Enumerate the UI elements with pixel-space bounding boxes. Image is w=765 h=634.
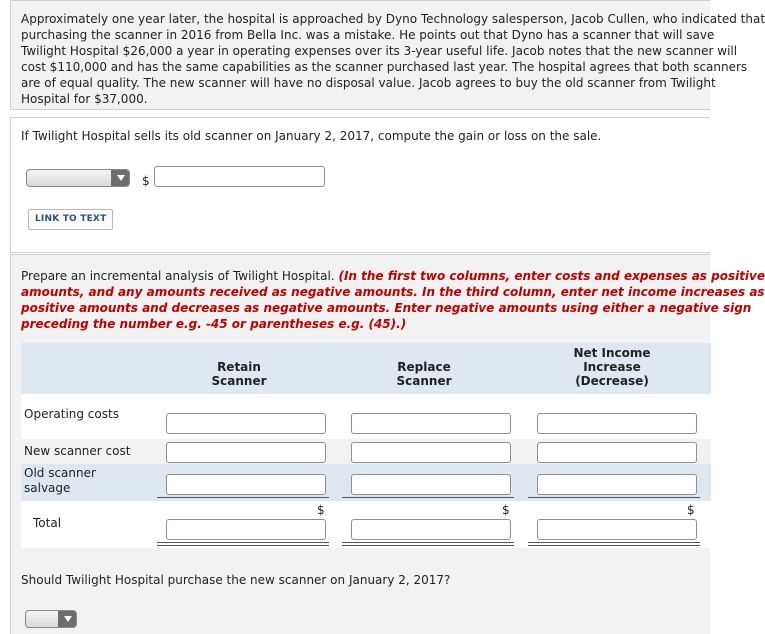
replace-total-input[interactable] — [351, 519, 511, 540]
retain-total-input[interactable] — [166, 519, 326, 540]
incremental-analysis-panel — [10, 254, 765, 634]
link-to-text-button[interactable]: LINK TO TEXT — [28, 209, 113, 230]
table-row — [21, 439, 711, 464]
row-label: New scanner cost — [24, 444, 131, 458]
scenario-text — [21, 11, 765, 107]
scenario-line: Twilight Hospital $26,000 a year in operating expenses over its 3-year useful life. Jacob notes that the new scanner will — [21, 44, 738, 58]
gain-loss-panel — [10, 117, 710, 253]
currency-symbol: $ — [687, 503, 695, 517]
net-income-operating-costs-input[interactable] — [537, 413, 697, 434]
total-double-rule — [528, 542, 700, 546]
retain-new-scanner-cost-input[interactable] — [166, 442, 326, 463]
table-row — [21, 464, 711, 501]
currency-symbol: $ — [142, 174, 150, 188]
retain-old-scanner-salvage-input[interactable] — [166, 474, 326, 495]
total-double-rule — [157, 542, 329, 546]
chevron-down-icon — [111, 170, 129, 186]
total-double-rule — [342, 542, 514, 546]
row-label: Total — [33, 516, 62, 530]
scenario-panel — [10, 0, 765, 110]
scenario-line: purchasing the scanner in 2016 from Bella Inc. was a mistake. He points out that Dyno has a scanner that will save — [21, 28, 715, 42]
table-row — [21, 394, 711, 439]
net-income-total-input[interactable] — [537, 519, 697, 540]
row-label: Old scanner salvage — [24, 466, 96, 495]
purchase-question: Should Twilight Hospital purchase the new scanner on January 2, 2017? — [21, 573, 451, 587]
scenario-line: Hospital for $37,000. — [21, 92, 148, 106]
net-income-new-scanner-cost-input[interactable] — [537, 442, 697, 463]
gain-loss-amount-input[interactable] — [154, 166, 325, 187]
instructions: Prepare an incremental analysis of Twilight Hospital. (In the first two columns, enter costs and expenses as positive amounts, and any amounts received as negative amounts. In the third column, enter net income increases as positive amounts and decreases as negative amounts. Enter negative amounts using either a negative sign preceding the number e.g. -45 or parentheses e.g. (45).) — [21, 269, 765, 331]
subtotal-rule — [342, 497, 514, 498]
replace-old-scanner-salvage-input[interactable] — [351, 474, 511, 495]
scenario-line: cost $110,000 and has the same capabilities as the scanner purchased last year. The hospital agrees that both scanners — [21, 60, 748, 74]
decision-dropdown[interactable] — [25, 610, 77, 628]
retain-operating-costs-input[interactable] — [166, 413, 326, 434]
net-income-old-scanner-salvage-input[interactable] — [537, 474, 697, 495]
subtotal-rule — [157, 497, 329, 498]
scenario-line: are of equal quality. The new scanner will have no disposal value. Jacob agrees to buy the old scanner from Twilight — [21, 76, 716, 90]
column-header-retain: Retain Scanner — [211, 360, 267, 388]
incremental-analysis-table — [21, 343, 711, 548]
column-header-replace: Replace Scanner — [396, 360, 452, 388]
table-row — [21, 501, 711, 548]
currency-symbol: $ — [502, 503, 510, 517]
chevron-down-icon — [58, 611, 76, 627]
subtotal-rule — [528, 497, 700, 498]
gain-loss-question: If Twilight Hospital sells its old scanner on January 2, 2017, compute the gain or loss on the sale. — [21, 129, 602, 143]
row-label: Operating costs — [24, 407, 119, 421]
currency-symbol: $ — [317, 503, 325, 517]
gain-loss-dropdown[interactable] — [26, 169, 130, 187]
replace-new-scanner-cost-input[interactable] — [351, 442, 511, 463]
replace-operating-costs-input[interactable] — [351, 413, 511, 434]
column-header-net-income: Net Income Increase (Decrease) — [573, 346, 651, 388]
scenario-line: Approximately one year later, the hospital is approached by Dyno Technology salesperson, Jacob Cullen, who indicated that — [21, 12, 765, 26]
